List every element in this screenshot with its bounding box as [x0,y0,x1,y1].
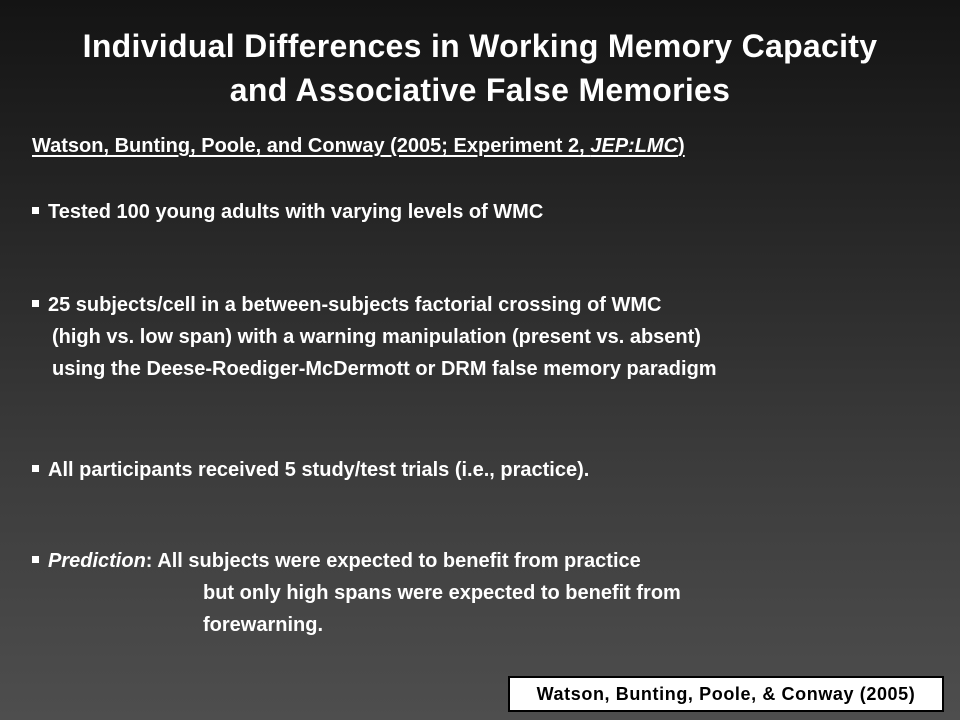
slide-title-line-1: Individual Differences in Working Memory Capacity [82,28,878,64]
bullet-line: but only high spans were expected to benefit from [203,582,681,604]
bullet-prediction [32,545,681,641]
bullet-line [32,454,589,486]
bullet-line [32,545,681,577]
bullet-text: : All subjects were expected to benefit from practice [145,550,641,572]
bullet-line [32,289,717,321]
bullet-participants [32,196,543,228]
bullet-line: (high vs. low span) with a warning manipulation (present vs. absent) [52,326,701,348]
slide-title [0,24,960,112]
square-bullet-icon [32,556,39,563]
square-bullet-icon [32,465,39,472]
study-reference-prefix: Watson, Bunting, Poole, and Conway (2005; Experiment 2, [32,135,591,157]
journal-abbreviation: JEP:LMC [590,135,679,157]
study-reference-heading [32,133,685,159]
bullet-line: using the Deese-Roediger-McDermott or DRM false memory paradigm [52,358,717,380]
bullet-text: Tested 100 young adults with varying levels of WMC [48,201,544,223]
bullet-text: 25 subjects/cell in a between-subjects factorial crossing of WMC [48,294,662,316]
square-bullet-icon [32,300,39,307]
study-reference-suffix: ) [678,135,685,157]
bullet-design [32,289,717,385]
bullet-line: forewarning. [203,614,324,636]
citation-box: Watson, Bunting, Poole, & Conway (2005) [508,676,944,712]
bullet-line [32,196,543,228]
prediction-label: Prediction [48,550,146,572]
bullet-text: All participants received 5 study/test trials (i.e., practice). [48,459,590,481]
square-bullet-icon [32,207,39,214]
bullet-practice [32,454,589,486]
slide-title-line-2: and Associative False Memories [229,72,731,108]
